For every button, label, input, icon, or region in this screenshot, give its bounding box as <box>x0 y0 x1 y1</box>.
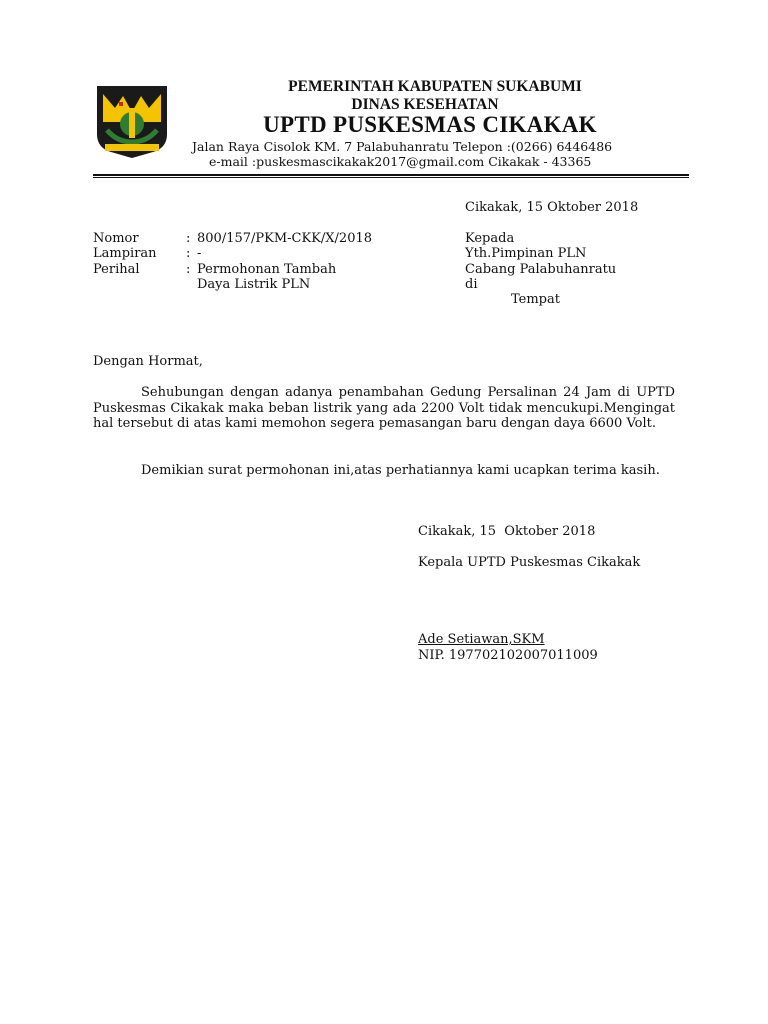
meta-label-nomor: Nomor <box>93 231 139 246</box>
signature-nip: NIP. 197702102007011009 <box>418 648 598 663</box>
body-paragraph-2: Demikian surat permohonan ini,atas perhatiannya kami ucapkan terima kasih. <box>141 463 660 478</box>
recipient-kepada: Kepada <box>465 231 515 246</box>
signature-date: Cikakak, 15 Oktober 2018 <box>418 524 596 539</box>
meta-label-perihal: Perihal <box>93 262 140 277</box>
letterhead-institution: UPTD PUSKESMAS CIKAKAK <box>263 112 597 137</box>
letterhead-government: PEMERINTAH KABUPATEN SUKABUMI <box>288 78 582 95</box>
meta-value-lampiran: - <box>197 246 202 261</box>
meta-value-nomor: 800/157/PKM-CKK/X/2018 <box>197 231 373 246</box>
meta-sep-perihal: : <box>186 262 191 277</box>
signature-position: Kepala UPTD Puskesmas Cikakak <box>418 555 641 570</box>
logo-motto-ribbon <box>105 144 159 151</box>
recipient-tempat: Tempat <box>511 292 560 307</box>
meta-label-lampiran: Lampiran <box>93 246 157 261</box>
meta-sep-lampiran: : <box>186 246 191 261</box>
letterhead-agency: DINAS KESEHATAN <box>351 96 499 113</box>
district-logo <box>93 82 171 160</box>
body-paragraph-1: Sehubungan dengan adanya penambahan Gedung Persalinan 24 Jam di UPTD Puskesmas Cikakak maka beban listrik yang ada 2200 Volt tidak mencukupi.Mengingat hal tersebut di atas kami memohon segera pemasangan baru dengan daya 6600 Volt. <box>93 385 675 431</box>
meta-value-perihal: Permohonan Tambah <box>197 262 337 277</box>
letterhead-email: e-mail :puskesmascikakak2017@gmail.com Cikakak - 43365 <box>209 154 592 169</box>
signature-name: Ade Setiawan,SKM <box>418 632 545 647</box>
letterhead-address: Jalan Raya Cisolok KM. 7 Palabuhanratu Telepon :(0266) 6446486 <box>192 139 613 154</box>
letter-date: Cikakak, 15 Oktober 2018 <box>465 200 639 215</box>
meta-value-perihal-line2: Daya Listrik PLN <box>197 277 311 292</box>
recipient-name: Yth.Pimpinan PLN <box>465 246 587 261</box>
meta-sep-nomor: : <box>186 231 191 246</box>
letterhead-rule-thin <box>93 177 689 178</box>
recipient-di: di <box>465 277 478 292</box>
greeting: Dengan Hormat, <box>93 354 203 369</box>
recipient-branch: Cabang Palabuhanratu <box>465 262 617 277</box>
letterhead-rule-thick <box>93 174 689 176</box>
